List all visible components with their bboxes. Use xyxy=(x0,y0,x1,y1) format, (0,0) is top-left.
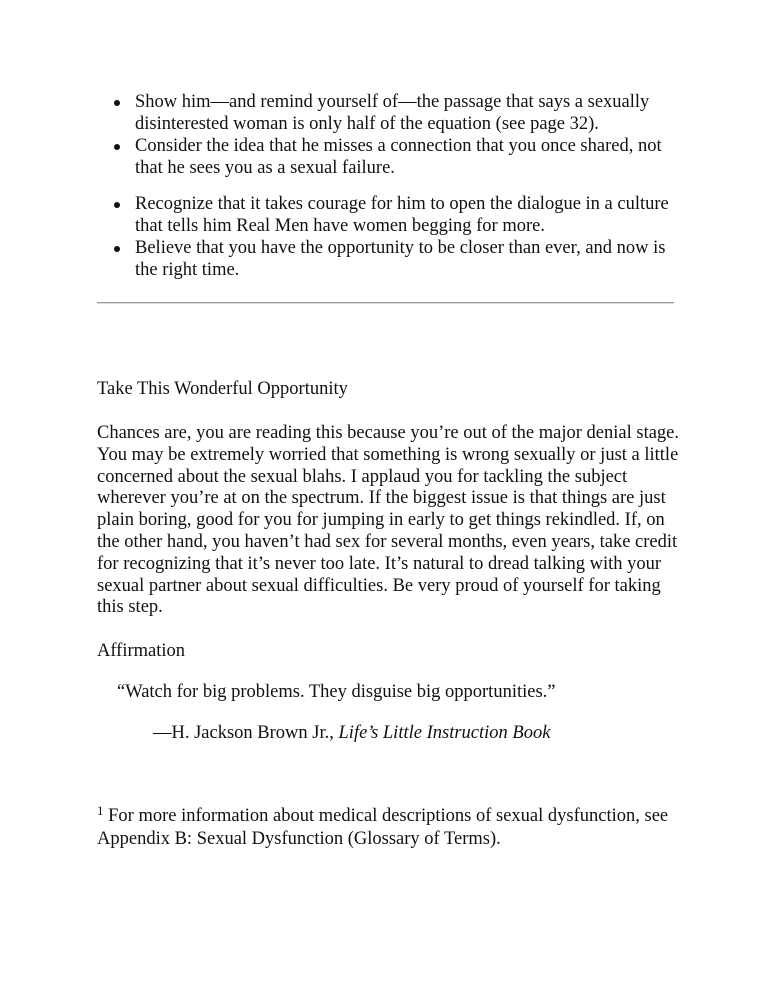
affirmation-quote: “Watch for big problems. They disguise big opportunities.” xyxy=(117,682,556,702)
section-title: Take This Wonderful Opportunity xyxy=(97,379,348,399)
bullet-item: Believe that you have the opportunity to be closer than ever, and now is the right time. xyxy=(97,237,687,281)
bullet-item: Show him—and remind yourself of—the passage that says a sexually disinterested woman is only half of the equation (see page 32). xyxy=(97,91,687,135)
attribution-book-title: Life’s Little Instruction Book xyxy=(338,723,551,743)
bullet-item: Recognize that it takes courage for him to open the dialogue in a culture that tells him Real Men have women begging for more. xyxy=(97,193,687,237)
footnote xyxy=(97,805,687,851)
affirmation-heading: Affirmation xyxy=(97,641,186,661)
quote-attribution xyxy=(153,722,550,744)
bullet-item: Consider the idea that he misses a connection that you once shared, not that he sees you as a sexual failure. xyxy=(97,135,687,179)
bullet-list xyxy=(97,91,687,281)
attribution-author: —H. Jackson Brown Jr., xyxy=(153,723,339,743)
horizontal-divider xyxy=(97,302,674,304)
footnote-text: For more information about medical descriptions of sexual dysfunction, see Appendix B: Sexual Dysfunction (Glossary of Terms). xyxy=(97,806,669,849)
footnote-marker: 1 xyxy=(97,803,104,818)
body-paragraph: Chances are, you are reading this because you’re out of the major denial stage. You may be extremely worried that something is wrong sexually or just a little concerned about the sexual blahs. I applaud you for tackling the subject wherever you’re at on the spectrum. If the biggest issue is that things are just plain boring, good for you for jumping in early to get things rekindled. If, on the other hand, you haven’t had sex for several months, even years, take credit for recognizing that it’s never too late. It’s natural to dread talking with your sexual partner about sexual difficulties. Be very proud of yourself for taking this step. xyxy=(97,423,680,618)
